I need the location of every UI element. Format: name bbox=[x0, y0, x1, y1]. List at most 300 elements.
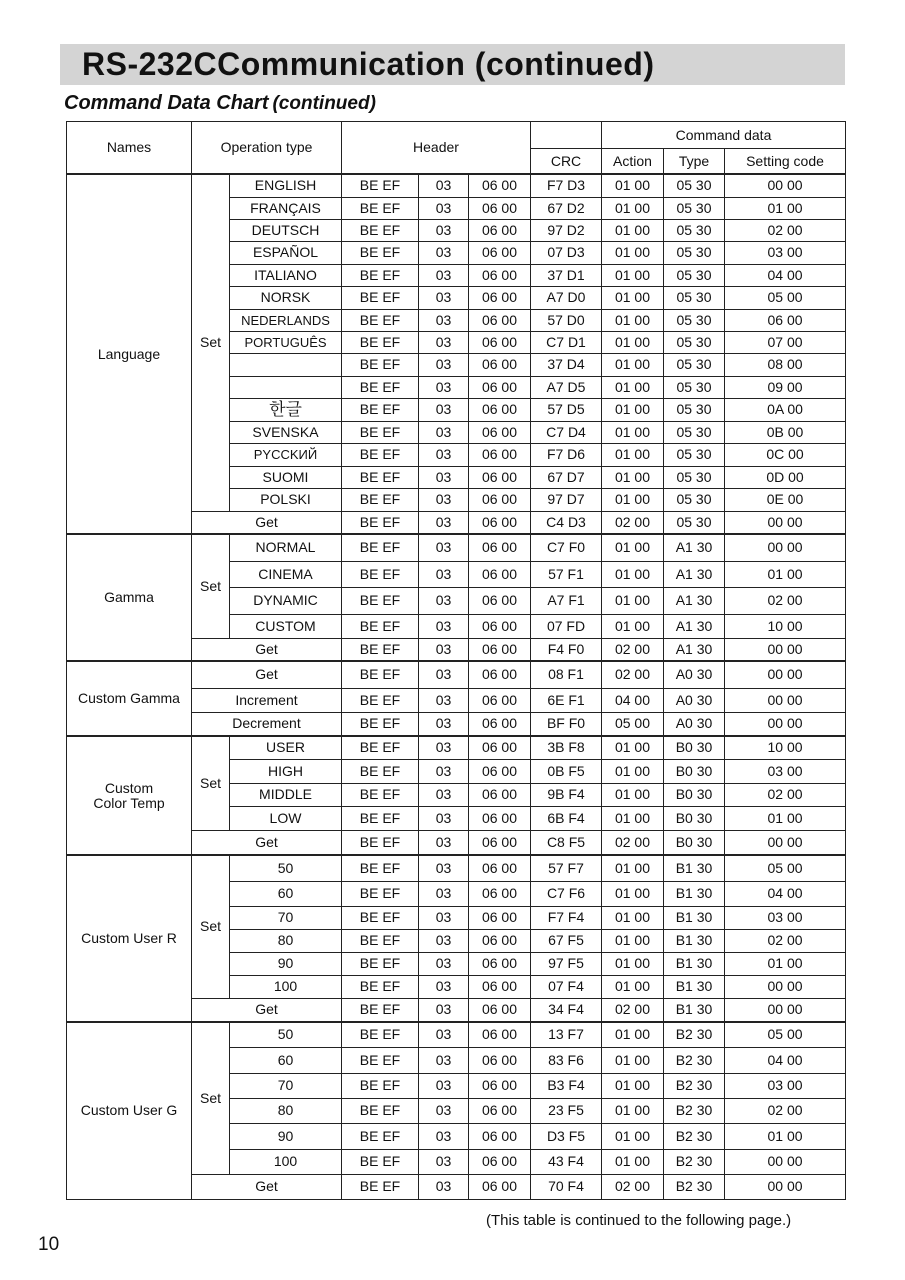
action-cell: 01 00 bbox=[602, 1047, 664, 1073]
header-cell-2: 03 bbox=[419, 398, 469, 421]
header-cell-2: 03 bbox=[419, 488, 469, 511]
header-cell-1: BE EF bbox=[342, 712, 419, 736]
crc-cell: 08 F1 bbox=[531, 661, 602, 688]
crc-cell: C7 F6 bbox=[531, 881, 602, 906]
header-cell-3: 06 00 bbox=[469, 331, 531, 353]
header-cell-1: BE EF bbox=[342, 309, 419, 331]
operation-cell: Increment bbox=[192, 688, 342, 712]
header-cell-1: BE EF bbox=[342, 241, 419, 264]
header-cell-3: 06 00 bbox=[469, 443, 531, 466]
header-cell-3: 06 00 bbox=[469, 488, 531, 511]
header-cell-1: BE EF bbox=[342, 286, 419, 309]
crc-cell: 57 F1 bbox=[531, 561, 602, 587]
header-cell-3: 06 00 bbox=[469, 998, 531, 1022]
header-cell-3: 06 00 bbox=[469, 398, 531, 421]
header-cell-2: 03 bbox=[419, 1123, 469, 1149]
header-cell-3: 06 00 bbox=[469, 929, 531, 952]
type-cell: 05 30 bbox=[664, 353, 725, 376]
setting-code-cell: 0D 00 bbox=[725, 466, 846, 488]
header-cell-3: 06 00 bbox=[469, 353, 531, 376]
header-cell-2: 03 bbox=[419, 855, 469, 881]
operation-cell: NORSK bbox=[230, 286, 342, 309]
action-cell: 01 00 bbox=[602, 806, 664, 830]
action-cell: 01 00 bbox=[602, 466, 664, 488]
header-cell-1: BE EF bbox=[342, 421, 419, 443]
action-cell: 01 00 bbox=[602, 241, 664, 264]
header-cell-1: BE EF bbox=[342, 264, 419, 286]
header-cell-3: 06 00 bbox=[469, 1022, 531, 1047]
type-cell: 05 30 bbox=[664, 398, 725, 421]
header-cell-3: 06 00 bbox=[469, 286, 531, 309]
operation-cell: 60 bbox=[230, 1047, 342, 1073]
section-name: Custom User G bbox=[67, 1022, 192, 1199]
header-cell-1: BE EF bbox=[342, 376, 419, 398]
page-title: RS-232CCommunication (continued) bbox=[82, 46, 655, 82]
header-cell-3: 06 00 bbox=[469, 174, 531, 197]
action-cell: 01 00 bbox=[602, 421, 664, 443]
action-cell: 01 00 bbox=[602, 736, 664, 759]
crc-cell: 97 D7 bbox=[531, 488, 602, 511]
header-cell-2: 03 bbox=[419, 998, 469, 1022]
crc-cell: BF F0 bbox=[531, 712, 602, 736]
header-cell-1: BE EF bbox=[342, 688, 419, 712]
setting-code-cell: 02 00 bbox=[725, 219, 846, 241]
type-cell: 05 30 bbox=[664, 309, 725, 331]
crc-cell: 07 FD bbox=[531, 614, 602, 638]
header-cell-2: 03 bbox=[419, 661, 469, 688]
header-cell-2: 03 bbox=[419, 587, 469, 614]
operation-cell: POLSKI bbox=[230, 488, 342, 511]
type-cell: B1 30 bbox=[664, 929, 725, 952]
header-cell-1: BE EF bbox=[342, 353, 419, 376]
action-cell: 02 00 bbox=[602, 638, 664, 661]
header-cell-2: 03 bbox=[419, 806, 469, 830]
operation-cell: 50 bbox=[230, 855, 342, 881]
action-cell: 01 00 bbox=[602, 759, 664, 783]
crc-cell: 70 F4 bbox=[531, 1174, 602, 1199]
section-name-line-1: Custom bbox=[104, 779, 154, 796]
header-cell-2: 03 bbox=[419, 561, 469, 587]
action-cell: 01 00 bbox=[602, 264, 664, 286]
type-cell: B0 30 bbox=[664, 736, 725, 759]
crc-cell: F7 D6 bbox=[531, 443, 602, 466]
header-cell-3: 06 00 bbox=[469, 906, 531, 929]
action-cell: 01 00 bbox=[602, 881, 664, 906]
section-2 bbox=[67, 661, 846, 736]
type-cell: 05 30 bbox=[664, 466, 725, 488]
header-cell-2: 03 bbox=[419, 1149, 469, 1174]
crc-cell: 07 F4 bbox=[531, 975, 602, 998]
action-cell: 04 00 bbox=[602, 688, 664, 712]
type-cell: 05 30 bbox=[664, 174, 725, 197]
operation-cell: CUSTOM bbox=[230, 614, 342, 638]
crc-cell: 13 F7 bbox=[531, 1022, 602, 1047]
crc-cell: C7 D1 bbox=[531, 331, 602, 353]
crc-cell: F7 D3 bbox=[531, 174, 602, 197]
setting-code-cell: 00 00 bbox=[725, 688, 846, 712]
header-cell-3: 06 00 bbox=[469, 736, 531, 759]
setting-code-cell: 08 00 bbox=[725, 353, 846, 376]
operation-cell: ESPAÑOL bbox=[230, 241, 342, 264]
section-name-line-2: Color Temp bbox=[93, 794, 165, 811]
type-cell: 05 30 bbox=[664, 286, 725, 309]
operation-cell: 90 bbox=[230, 1123, 342, 1149]
header-cell-2: 03 bbox=[419, 466, 469, 488]
header-cell-1: BE EF bbox=[342, 975, 419, 998]
type-cell: B1 30 bbox=[664, 855, 725, 881]
action-cell: 05 00 bbox=[602, 712, 664, 736]
operation-cell: Get bbox=[192, 638, 342, 661]
command-data-table bbox=[66, 121, 846, 1200]
setting-code-cell: 10 00 bbox=[725, 614, 846, 638]
header-cell-2: 03 bbox=[419, 906, 469, 929]
header-cell-3: 06 00 bbox=[469, 561, 531, 587]
operation-cell: ITALIANO bbox=[230, 264, 342, 286]
header-cell-3: 06 00 bbox=[469, 1149, 531, 1174]
type-cell: 05 30 bbox=[664, 331, 725, 353]
operation-cell: CINEMA bbox=[230, 561, 342, 587]
title-bar bbox=[60, 44, 845, 85]
header-operation-type: Operation type bbox=[192, 122, 342, 175]
type-cell: B2 30 bbox=[664, 1073, 725, 1098]
header-action: Action bbox=[602, 149, 664, 175]
header-cell-1: BE EF bbox=[342, 1174, 419, 1199]
operation-cell: DEUTSCH bbox=[230, 219, 342, 241]
crc-cell: 37 D4 bbox=[531, 353, 602, 376]
operation-cell: 80 bbox=[230, 929, 342, 952]
action-cell: 01 00 bbox=[602, 398, 664, 421]
operation-cell bbox=[230, 376, 342, 398]
header-command-data: Command data bbox=[602, 122, 846, 149]
action-cell: 01 00 bbox=[602, 975, 664, 998]
header-row-1 bbox=[67, 122, 846, 149]
crc-cell: 83 F6 bbox=[531, 1047, 602, 1073]
header-cell-1: BE EF bbox=[342, 561, 419, 587]
operation-cell: 한글 bbox=[230, 398, 342, 421]
header-cell-2: 03 bbox=[419, 174, 469, 197]
operation-cell: NORMAL bbox=[230, 534, 342, 561]
header-cell-1: BE EF bbox=[342, 783, 419, 806]
action-cell: 01 00 bbox=[602, 174, 664, 197]
header-cell-2: 03 bbox=[419, 929, 469, 952]
section-name: Custom User R bbox=[67, 855, 192, 1022]
crc-cell: A7 D0 bbox=[531, 286, 602, 309]
type-cell: 05 30 bbox=[664, 197, 725, 219]
set-group-label: Set bbox=[192, 1022, 230, 1174]
operation-cell: NEDERLANDS bbox=[230, 309, 342, 331]
setting-code-cell: 03 00 bbox=[725, 241, 846, 264]
operation-cell: FRANÇAIS bbox=[230, 197, 342, 219]
setting-code-cell: 05 00 bbox=[725, 286, 846, 309]
setting-code-cell: 06 00 bbox=[725, 309, 846, 331]
type-cell: A1 30 bbox=[664, 638, 725, 661]
action-cell: 01 00 bbox=[602, 286, 664, 309]
table-row bbox=[67, 534, 846, 561]
operation-cell: Get bbox=[192, 1174, 342, 1199]
type-cell: A1 30 bbox=[664, 587, 725, 614]
table-row bbox=[67, 736, 846, 759]
setting-code-cell: 00 00 bbox=[725, 975, 846, 998]
header-type: Type bbox=[664, 149, 725, 175]
action-cell: 01 00 bbox=[602, 1149, 664, 1174]
header-cell-2: 03 bbox=[419, 376, 469, 398]
setting-code-cell: 0B 00 bbox=[725, 421, 846, 443]
setting-code-cell: 03 00 bbox=[725, 906, 846, 929]
operation-cell: Get bbox=[192, 661, 342, 688]
action-cell: 01 00 bbox=[602, 855, 664, 881]
header-cell-1: BE EF bbox=[342, 398, 419, 421]
crc-cell: D3 F5 bbox=[531, 1123, 602, 1149]
header-cell-1: BE EF bbox=[342, 806, 419, 830]
action-cell: 01 00 bbox=[602, 443, 664, 466]
type-cell: B2 30 bbox=[664, 1123, 725, 1149]
setting-code-cell: 04 00 bbox=[725, 264, 846, 286]
type-cell: 05 30 bbox=[664, 421, 725, 443]
operation-cell: SUOMI bbox=[230, 466, 342, 488]
type-cell: B0 30 bbox=[664, 759, 725, 783]
setting-code-cell: 00 00 bbox=[725, 534, 846, 561]
setting-code-cell: 00 00 bbox=[725, 661, 846, 688]
crc-cell: C7 D4 bbox=[531, 421, 602, 443]
page-number: 10 bbox=[38, 1234, 60, 1255]
action-cell: 01 00 bbox=[602, 1073, 664, 1098]
header-names: Names bbox=[67, 122, 192, 175]
header-cell-2: 03 bbox=[419, 830, 469, 855]
setting-code-cell: 09 00 bbox=[725, 376, 846, 398]
operation-cell: Get bbox=[192, 998, 342, 1022]
header-cell-1: BE EF bbox=[342, 219, 419, 241]
header-cell-3: 06 00 bbox=[469, 466, 531, 488]
crc-cell: F4 F0 bbox=[531, 638, 602, 661]
operation-cell: Get bbox=[192, 511, 342, 534]
type-cell: A0 30 bbox=[664, 661, 725, 688]
header-cell-1: BE EF bbox=[342, 906, 419, 929]
action-cell: 01 00 bbox=[602, 331, 664, 353]
type-cell: B1 30 bbox=[664, 952, 725, 975]
header-cell-1: BE EF bbox=[342, 174, 419, 197]
operation-cell: 100 bbox=[230, 1149, 342, 1174]
header-cell-3: 06 00 bbox=[469, 783, 531, 806]
operation-cell: 90 bbox=[230, 952, 342, 975]
type-cell: B1 30 bbox=[664, 881, 725, 906]
crc-cell: 37 D1 bbox=[531, 264, 602, 286]
header-cell-2: 03 bbox=[419, 241, 469, 264]
continued-note: (This table is continued to the following page.) bbox=[486, 1212, 792, 1229]
section-name: Custom Gamma bbox=[67, 661, 192, 736]
crc-cell: 0B F5 bbox=[531, 759, 602, 783]
header-cell-3: 06 00 bbox=[469, 952, 531, 975]
header-cell-1: BE EF bbox=[342, 929, 419, 952]
crc-cell: C4 D3 bbox=[531, 511, 602, 534]
header-cell-2: 03 bbox=[419, 1073, 469, 1098]
setting-code-cell: 00 00 bbox=[725, 638, 846, 661]
header-cell-2: 03 bbox=[419, 309, 469, 331]
setting-code-cell: 01 00 bbox=[725, 197, 846, 219]
header-cell-2: 03 bbox=[419, 952, 469, 975]
setting-code-cell: 10 00 bbox=[725, 736, 846, 759]
header-cell-3: 06 00 bbox=[469, 219, 531, 241]
header-cell-3: 06 00 bbox=[469, 1098, 531, 1123]
crc-cell: 67 D2 bbox=[531, 197, 602, 219]
action-cell: 01 00 bbox=[602, 376, 664, 398]
section-5 bbox=[67, 1022, 846, 1199]
setting-code-cell: 00 00 bbox=[725, 712, 846, 736]
section-name: Language bbox=[67, 174, 192, 534]
setting-code-cell: 00 00 bbox=[725, 830, 846, 855]
action-cell: 01 00 bbox=[602, 219, 664, 241]
header-cell-3: 06 00 bbox=[469, 638, 531, 661]
header-cell-2: 03 bbox=[419, 759, 469, 783]
setting-code-cell: 07 00 bbox=[725, 331, 846, 353]
operation-cell: Decrement bbox=[192, 712, 342, 736]
setting-code-cell: 01 00 bbox=[725, 952, 846, 975]
header-cell-3: 06 00 bbox=[469, 830, 531, 855]
header-cell-3: 06 00 bbox=[469, 264, 531, 286]
header-cell-3: 06 00 bbox=[469, 661, 531, 688]
setting-code-cell: 00 00 bbox=[725, 1174, 846, 1199]
header-cell-2: 03 bbox=[419, 421, 469, 443]
header-cell-2: 03 bbox=[419, 443, 469, 466]
table-header bbox=[67, 122, 846, 175]
type-cell: A1 30 bbox=[664, 614, 725, 638]
header-cell-2: 03 bbox=[419, 688, 469, 712]
header-cell-2: 03 bbox=[419, 712, 469, 736]
action-cell: 01 00 bbox=[602, 1022, 664, 1047]
header-cell-1: BE EF bbox=[342, 830, 419, 855]
header-cell-1: BE EF bbox=[342, 1022, 419, 1047]
header-cell-1: BE EF bbox=[342, 587, 419, 614]
crc-cell: 6B F4 bbox=[531, 806, 602, 830]
type-cell: 05 30 bbox=[664, 511, 725, 534]
operation-cell: PORTUGUÊS bbox=[230, 331, 342, 353]
header-cell-1: BE EF bbox=[342, 952, 419, 975]
header-cell-1: BE EF bbox=[342, 466, 419, 488]
setting-code-cell: 05 00 bbox=[725, 1022, 846, 1047]
header-cell-3: 06 00 bbox=[469, 511, 531, 534]
table-row bbox=[67, 1022, 846, 1047]
crc-cell: 3B F8 bbox=[531, 736, 602, 759]
header-cell-3: 06 00 bbox=[469, 806, 531, 830]
operation-cell: 70 bbox=[230, 1073, 342, 1098]
operation-cell: Get bbox=[192, 830, 342, 855]
set-group-label: Set bbox=[192, 174, 230, 511]
type-cell: B0 30 bbox=[664, 783, 725, 806]
action-cell: 01 00 bbox=[602, 1123, 664, 1149]
header-cell-3: 06 00 bbox=[469, 1047, 531, 1073]
header-cell-2: 03 bbox=[419, 534, 469, 561]
header-cell-2: 03 bbox=[419, 783, 469, 806]
action-cell: 01 00 bbox=[602, 309, 664, 331]
setting-code-cell: 02 00 bbox=[725, 929, 846, 952]
action-cell: 02 00 bbox=[602, 661, 664, 688]
header-cell-3: 06 00 bbox=[469, 614, 531, 638]
set-group-label: Set bbox=[192, 855, 230, 998]
header-cell-1: BE EF bbox=[342, 197, 419, 219]
table-row bbox=[67, 855, 846, 881]
action-cell: 01 00 bbox=[602, 587, 664, 614]
header-cell-1: BE EF bbox=[342, 443, 419, 466]
setting-code-cell: 03 00 bbox=[725, 759, 846, 783]
operation-cell: 50 bbox=[230, 1022, 342, 1047]
type-cell: A0 30 bbox=[664, 712, 725, 736]
header-cell-2: 03 bbox=[419, 1022, 469, 1047]
action-cell: 02 00 bbox=[602, 1174, 664, 1199]
type-cell: B1 30 bbox=[664, 975, 725, 998]
action-cell: 02 00 bbox=[602, 830, 664, 855]
type-cell: B2 30 bbox=[664, 1174, 725, 1199]
operation-cell: 60 bbox=[230, 881, 342, 906]
crc-cell: 57 D5 bbox=[531, 398, 602, 421]
operation-cell: 70 bbox=[230, 906, 342, 929]
header-cell-2: 03 bbox=[419, 975, 469, 998]
header-setting-code: Setting code bbox=[725, 149, 846, 175]
crc-cell: 34 F4 bbox=[531, 998, 602, 1022]
setting-code-cell: 02 00 bbox=[725, 1098, 846, 1123]
header-cell-2: 03 bbox=[419, 286, 469, 309]
crc-cell: 9B F4 bbox=[531, 783, 602, 806]
setting-code-cell: 01 00 bbox=[725, 1123, 846, 1149]
header-cell-1: BE EF bbox=[342, 881, 419, 906]
header-cell-2: 03 bbox=[419, 511, 469, 534]
crc-cell: B3 F4 bbox=[531, 1073, 602, 1098]
header-cell-1: BE EF bbox=[342, 661, 419, 688]
header-crc-top bbox=[531, 122, 602, 149]
header-cell-1: BE EF bbox=[342, 534, 419, 561]
type-cell: 05 30 bbox=[664, 376, 725, 398]
header-cell-1: BE EF bbox=[342, 638, 419, 661]
setting-code-cell: 00 00 bbox=[725, 998, 846, 1022]
setting-code-cell: 05 00 bbox=[725, 855, 846, 881]
header-cell-3: 06 00 bbox=[469, 376, 531, 398]
header-header: Header bbox=[342, 122, 531, 175]
table-row bbox=[67, 661, 846, 688]
action-cell: 02 00 bbox=[602, 511, 664, 534]
header-cell-1: BE EF bbox=[342, 1047, 419, 1073]
chart-subtitle bbox=[64, 90, 376, 117]
header-cell-2: 03 bbox=[419, 1098, 469, 1123]
setting-code-cell: 02 00 bbox=[725, 587, 846, 614]
section-0 bbox=[67, 174, 846, 534]
setting-code-cell: 03 00 bbox=[725, 1073, 846, 1098]
header-cell-3: 06 00 bbox=[469, 309, 531, 331]
action-cell: 01 00 bbox=[602, 561, 664, 587]
crc-cell: 67 F5 bbox=[531, 929, 602, 952]
operation-cell: MIDDLE bbox=[230, 783, 342, 806]
setting-code-cell: 01 00 bbox=[725, 806, 846, 830]
header-cell-1: BE EF bbox=[342, 511, 419, 534]
action-cell: 01 00 bbox=[602, 783, 664, 806]
action-cell: 02 00 bbox=[602, 998, 664, 1022]
crc-cell: C7 F0 bbox=[531, 534, 602, 561]
operation-cell: 80 bbox=[230, 1098, 342, 1123]
header-cell-1: BE EF bbox=[342, 488, 419, 511]
operation-cell: LOW bbox=[230, 806, 342, 830]
section-4 bbox=[67, 855, 846, 1022]
type-cell: 05 30 bbox=[664, 488, 725, 511]
action-cell: 01 00 bbox=[602, 534, 664, 561]
header-cell-3: 06 00 bbox=[469, 587, 531, 614]
action-cell: 01 00 bbox=[602, 952, 664, 975]
type-cell: B2 30 bbox=[664, 1098, 725, 1123]
crc-cell: 57 F7 bbox=[531, 855, 602, 881]
type-cell: 05 30 bbox=[664, 264, 725, 286]
operation-cell bbox=[230, 353, 342, 376]
header-crc: CRC bbox=[531, 149, 602, 175]
operation-cell: HIGH bbox=[230, 759, 342, 783]
header-cell-2: 03 bbox=[419, 638, 469, 661]
header-cell-2: 03 bbox=[419, 219, 469, 241]
header-cell-3: 06 00 bbox=[469, 1123, 531, 1149]
